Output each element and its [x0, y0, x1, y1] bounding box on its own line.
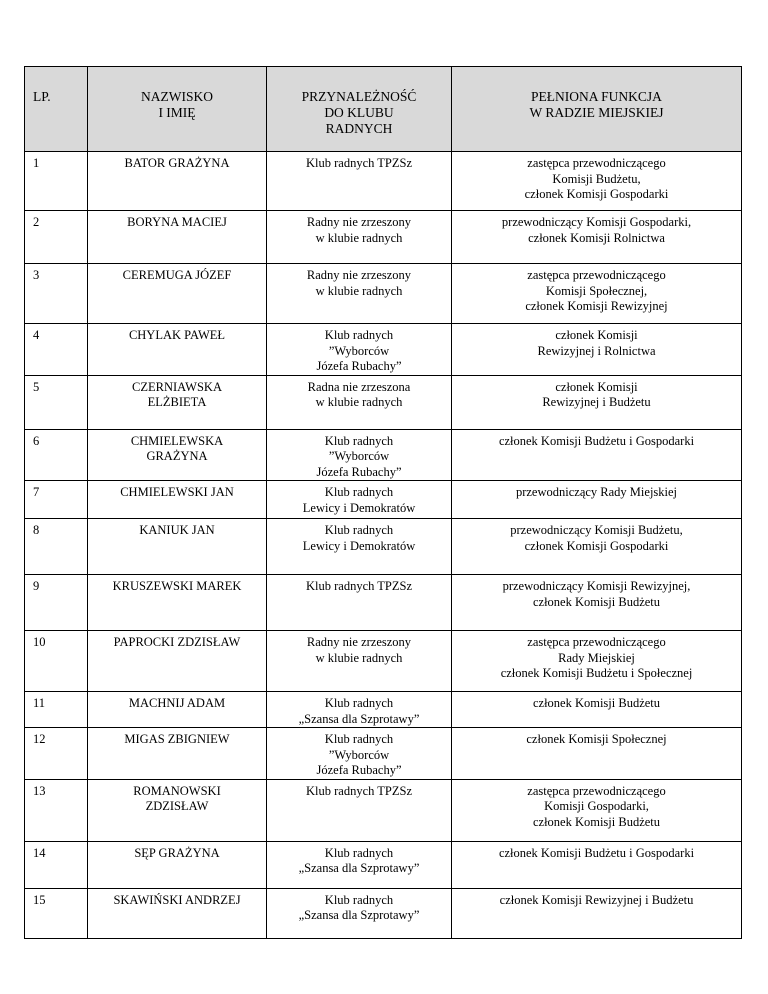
- row-function: członek Komisji Budżetu i Gospodarki: [452, 429, 742, 481]
- header-lp: LP.: [25, 67, 88, 152]
- row-club: Klub radnych Lewicy i Demokratów: [267, 519, 452, 575]
- row-function: przewodniczący Rady Miejskiej: [452, 481, 742, 519]
- row-lp: 6: [25, 429, 88, 481]
- row-function: członek Komisji Budżetu i Gospodarki: [452, 841, 742, 888]
- row-name: CEREMUGA JÓZEF: [88, 264, 267, 324]
- table-row: [25, 375, 742, 429]
- row-lp: 1: [25, 152, 88, 211]
- row-lp: 8: [25, 519, 88, 575]
- row-function: zastępca przewodniczącego Komisji Społecznej, członek Komisji Rewizyjnej: [452, 264, 742, 324]
- row-name: BORYNA MACIEJ: [88, 211, 267, 264]
- row-name: CHMIELEWSKA GRAŻYNA: [88, 429, 267, 481]
- row-lp: 13: [25, 779, 88, 841]
- header-name: NAZWISKO I IMIĘ: [88, 67, 267, 152]
- row-lp: 9: [25, 575, 88, 631]
- row-club: Klub radnych „Szansa dla Szprotawy”: [267, 841, 452, 888]
- header-function: PEŁNIONA FUNKCJA W RADZIE MIEJSKIEJ: [452, 67, 742, 152]
- row-club: Klub radnych ”Wyborców Józefa Rubachy”: [267, 324, 452, 376]
- row-lp: 4: [25, 324, 88, 376]
- row-name: MIGAS ZBIGNIEW: [88, 728, 267, 780]
- table-row: [25, 888, 742, 938]
- table-row: [25, 841, 742, 888]
- row-lp: 3: [25, 264, 88, 324]
- row-club: Klub radnych TPZSz: [267, 779, 452, 841]
- row-club: Radna nie zrzeszona w klubie radnych: [267, 375, 452, 429]
- row-club: Klub radnych TPZSz: [267, 575, 452, 631]
- row-function: przewodniczący Komisji Budżetu, członek Komisji Gospodarki: [452, 519, 742, 575]
- row-club: Klub radnych ”Wyborców Józefa Rubachy”: [267, 728, 452, 780]
- header-club: PRZYNALEŻNOŚĆ DO KLUBU RADNYCH: [267, 67, 452, 152]
- councillors-table: [24, 66, 742, 939]
- row-club: Klub radnych TPZSz: [267, 152, 452, 211]
- row-name: ROMANOWSKI ZDZISŁAW: [88, 779, 267, 841]
- table-row: [25, 211, 742, 264]
- row-name: KANIUK JAN: [88, 519, 267, 575]
- row-name: KRUSZEWSKI MAREK: [88, 575, 267, 631]
- table-row: [25, 692, 742, 728]
- row-name: CZERNIAWSKA ELŻBIETA: [88, 375, 267, 429]
- table-row: [25, 631, 742, 692]
- row-name: SĘP GRAŻYNA: [88, 841, 267, 888]
- row-function: członek Komisji Rewizyjnej i Budżetu: [452, 375, 742, 429]
- row-name: MACHNIJ ADAM: [88, 692, 267, 728]
- table-header-row: [25, 67, 742, 152]
- row-lp: 2: [25, 211, 88, 264]
- table-row: [25, 575, 742, 631]
- row-club: Klub radnych „Szansa dla Szprotawy”: [267, 888, 452, 938]
- table-row: [25, 152, 742, 211]
- row-lp: 12: [25, 728, 88, 780]
- table-row: [25, 324, 742, 376]
- row-lp: 11: [25, 692, 88, 728]
- row-name: PAPROCKI ZDZISŁAW: [88, 631, 267, 692]
- row-function: zastępca przewodniczącego Rady Miejskiej członek Komisji Budżetu i Społecznej: [452, 631, 742, 692]
- row-function: członek Komisji Społecznej: [452, 728, 742, 780]
- row-function: zastępca przewodniczącego Komisji Budżetu, członek Komisji Gospodarki: [452, 152, 742, 211]
- row-name: BATOR GRAŻYNA: [88, 152, 267, 211]
- table-row: [25, 519, 742, 575]
- row-club: Klub radnych Lewicy i Demokratów: [267, 481, 452, 519]
- row-name: CHYLAK PAWEŁ: [88, 324, 267, 376]
- table-row: [25, 779, 742, 841]
- row-name: CHMIELEWSKI JAN: [88, 481, 267, 519]
- row-function: członek Komisji Rewizyjnej i Rolnictwa: [452, 324, 742, 376]
- table-row: [25, 429, 742, 481]
- row-lp: 14: [25, 841, 88, 888]
- row-lp: 7: [25, 481, 88, 519]
- row-function: przewodniczący Komisji Gospodarki, członek Komisji Rolnictwa: [452, 211, 742, 264]
- table-row: [25, 264, 742, 324]
- row-name: SKAWIŃSKI ANDRZEJ: [88, 888, 267, 938]
- row-club: Radny nie zrzeszony w klubie radnych: [267, 211, 452, 264]
- row-function: zastępca przewodniczącego Komisji Gospodarki, członek Komisji Budżetu: [452, 779, 742, 841]
- table-row: [25, 728, 742, 780]
- row-lp: 15: [25, 888, 88, 938]
- row-club: Radny nie zrzeszony w klubie radnych: [267, 264, 452, 324]
- row-function: członek Komisji Rewizyjnej i Budżetu: [452, 888, 742, 938]
- row-function: członek Komisji Budżetu: [452, 692, 742, 728]
- row-function: przewodniczący Komisji Rewizyjnej, członek Komisji Budżetu: [452, 575, 742, 631]
- row-lp: 5: [25, 375, 88, 429]
- row-club: Klub radnych ”Wyborców Józefa Rubachy”: [267, 429, 452, 481]
- row-club: Radny nie zrzeszony w klubie radnych: [267, 631, 452, 692]
- table-row: [25, 481, 742, 519]
- row-lp: 10: [25, 631, 88, 692]
- row-club: Klub radnych „Szansa dla Szprotawy”: [267, 692, 452, 728]
